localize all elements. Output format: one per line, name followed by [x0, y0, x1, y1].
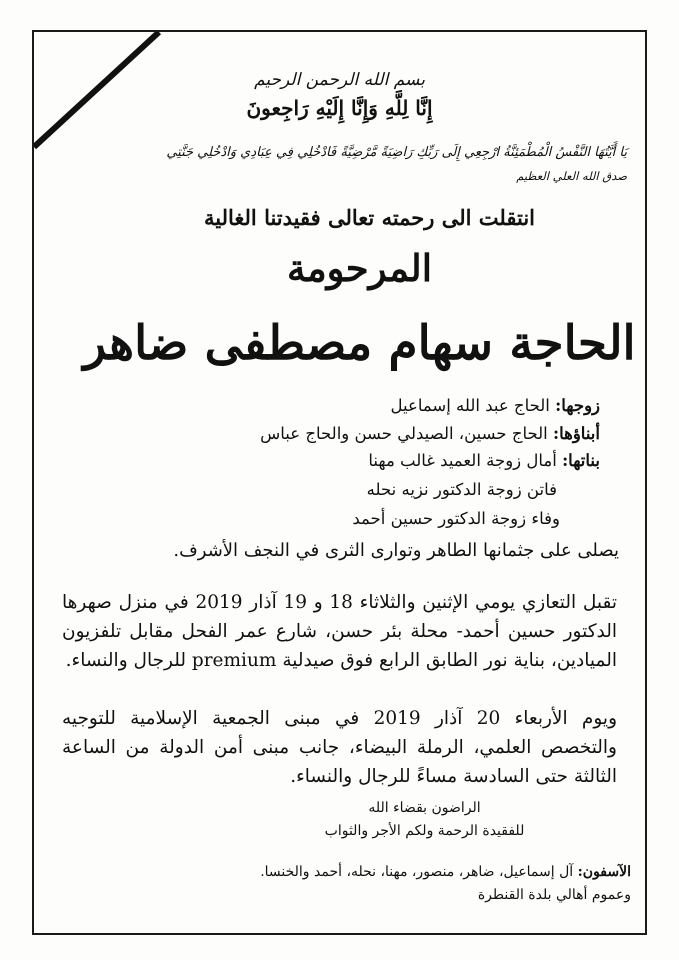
inna-lillah: إِنَّا لِلَّهِ وَإِنَّا إِلَيْهِ رَاجِعونَ — [246, 96, 433, 120]
daughters-line — [368, 451, 600, 470]
sons-line — [260, 424, 600, 443]
daughter-3: وفاء زوجة الدكتور حسين أحمد — [352, 509, 560, 528]
mourners-line — [260, 864, 631, 880]
husband-name: الحاج عبد الله إسماعيل — [390, 396, 550, 415]
closing-line-1: الراضون بقضاء الله — [368, 800, 481, 816]
sons-label: أبناؤها: — [553, 424, 600, 443]
husband-label: زوجها: — [555, 396, 600, 415]
announcement-title: المرحومة — [286, 246, 432, 290]
daughter-1: أمال زوجة العميد غالب مهنا — [368, 451, 557, 470]
obituary-frame — [32, 30, 647, 935]
closing-line-2: للفقيدة الرحمة ولكم الأجر والثواب — [324, 823, 525, 839]
mourners-line-2: وعموم أهالي بلدة القنطرة — [477, 887, 631, 903]
mourners-list: آل إسماعيل، ضاهر، منصور، مهنا، نحله، أحمد والخنسا. — [260, 864, 574, 880]
condolences-second: ويوم الأربعاء 20 آذار 2019 في مبنى الجمعية الإسلامية للتوجيه والتخصص العلمي، الرملة البيضاء، جانب مبنى أمن الدولة من الساعة الثالثة حتى السادسة مساءً للرجال والنساء. — [62, 708, 618, 787]
sadaq-allah: صدق الله العلي العظيم — [516, 169, 627, 183]
daughters-label: بناتها: — [562, 451, 600, 470]
mourners-label: الآسفون: — [577, 864, 631, 880]
husband-line — [391, 396, 601, 415]
daughter-2: فاتن زوجة الدكتور نزيه نحله — [366, 480, 557, 499]
quran-verse: يَا أَيَّتُهَا النَّفْسُ الْمُطْمَئِنَّةُ ارْجِعِي إِلَى رَبِّكِ رَاضِيَةً مَّرْضِيَّةً فَادْخُلِي فِي عِبَادِي وَادْخُلِي جَنَّتِي — [166, 145, 627, 160]
announcement-intro: انتقلت الى رحمته تعالى فقيدتنا الغالية — [204, 205, 535, 230]
sons-names: الحاج حسين، الصيدلي حسن والحاج عباس — [260, 424, 548, 443]
prayer-notice: يصلى على جثمانها الطاهر وتوارى الثرى في النجف الأشرف. — [173, 540, 619, 561]
obituary-content — [34, 32, 645, 933]
basmala: بسم الله الرحمن الرحيم — [254, 70, 425, 90]
condolences-first: تقبل التعازي يومي الإثنين والثلاثاء 18 و 19 آذار 2019 في منزل صهرها الدكتور حسين أحمد- محلة بئر حسن، شارع عمر الفحل مقابل تلفزيون الميادين، بناية نور الطابق الرابع فوق صيدلية premium للرجال والنساء. — [62, 592, 617, 671]
deceased-name: الحاجة سهام مصطفى ضاهر — [83, 316, 636, 371]
